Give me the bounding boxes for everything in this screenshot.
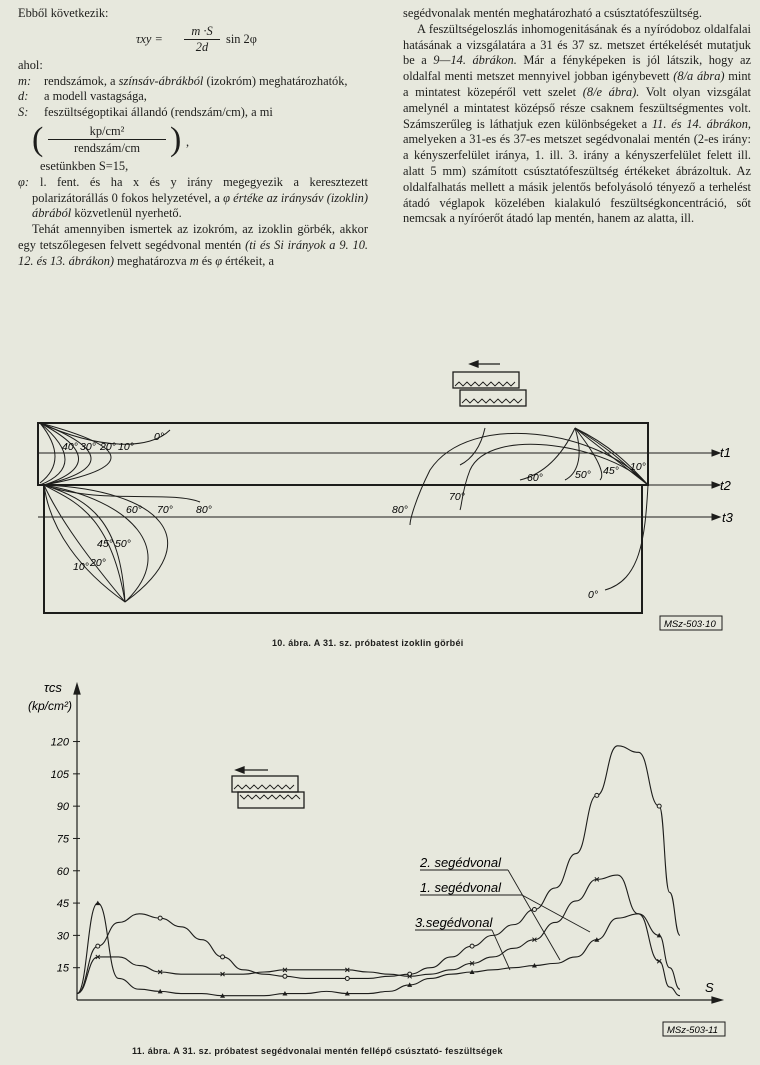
definition-s [18, 105, 368, 121]
shear-formula [18, 24, 368, 58]
y-tick-label: 105 [50, 768, 69, 781]
fig10-stamp: MSz-503·10 [664, 619, 716, 630]
fig11-series-label-2: 2. segédvonal [420, 855, 501, 870]
angle-label: 0° [154, 431, 165, 443]
angle-label: 70° [157, 504, 173, 516]
def-s-text: feszültségoptikai állandó (rendszám/cm), a mi [44, 105, 273, 120]
angle-label: 20° [90, 557, 106, 569]
y-tick-label: 120 [50, 736, 69, 749]
symbol-s: S: [18, 105, 29, 120]
y-tick-label: 15 [56, 962, 69, 975]
para-pre: Tehát amennyiben ismertek az izokróm, az izoklin görbék, akkor egy tetszőlegesen felvett segédvonal mentén [18, 222, 368, 252]
fig11-axes [74, 684, 722, 1003]
angle-label: 50° [115, 538, 131, 550]
fig11-y-ticks [51, 737, 80, 975]
series-line-3 [77, 903, 680, 996]
y-tick-label: 60 [56, 865, 69, 878]
right-line1: segédvonalak mentén meghatározható a csúsztatófeszültség. [403, 6, 702, 20]
right-para-b: Már a fényképeken is jól látszik, hogy az oldalfal menti metszet mennyivel jobban igénybevett [403, 53, 751, 84]
figure-11-shear-chart [0, 670, 760, 1045]
fig11-series-label-1: 1. segédvonal [420, 880, 501, 895]
series-point [595, 793, 599, 797]
left-text-column [18, 6, 368, 270]
formula-lhs: τxy = [136, 31, 163, 46]
right-paragraph [403, 22, 751, 227]
series-point [657, 804, 661, 808]
fig11-load-indicator [232, 767, 304, 808]
def-phi-italic: φ értéke az iránysáv (izoklin) ábrából [32, 190, 368, 221]
paren-close: ) [170, 120, 182, 158]
series-point [470, 944, 474, 948]
left-paragraph [18, 222, 368, 269]
fig11-series-label-3: 3.segédvonal [415, 915, 493, 930]
intro-text: Ebből következik: [18, 6, 109, 20]
def-m-post: (izokróm) meghatározhatók, [203, 73, 348, 88]
para-post: értékeit, a [222, 253, 274, 268]
fig11-yunit: (kp/cm²) [28, 699, 72, 713]
angle-label: 60° [527, 472, 543, 484]
fig11-series-group [77, 746, 680, 998]
formula-rhs: sin 2φ [226, 31, 257, 46]
series-line-1 [77, 746, 680, 994]
def-d-text: a modell vastagsága, [44, 89, 147, 104]
fig10-caption: 10. ábra. A 31. sz. próbatest izoklin görbéi [272, 638, 464, 648]
unit-fraction [26, 121, 368, 159]
paren-open: ( [32, 120, 44, 158]
angle-label: 10° [73, 561, 89, 573]
fig10-t1-label: t1 [720, 445, 731, 460]
angle-label: 0° [588, 589, 599, 601]
angle-label: 30° [80, 441, 96, 453]
series-point [221, 955, 225, 959]
para-mid: meghatározva [114, 253, 190, 268]
y-tick-label: 75 [56, 833, 69, 846]
series-point [532, 908, 536, 912]
right-text-column [403, 6, 751, 227]
figure-10-isoclines [0, 350, 760, 640]
definition-d [18, 89, 368, 105]
definition-phi [18, 175, 368, 222]
series-point [283, 974, 287, 978]
fig10-t3-label: t3 [722, 510, 733, 525]
angle-label: 80° [196, 504, 212, 516]
def-phi-text1: l. fent. és ha x és y irány megegyezik a keresztezett polarizátorállás 0 fokos helyzetével, a [32, 174, 368, 205]
angle-label: 80° [392, 504, 408, 516]
definition-m [18, 74, 368, 90]
def-phi-text2: közvetlenül nyerhető. [71, 206, 182, 221]
fig10-load-indicator [453, 361, 526, 406]
series-point [345, 976, 349, 980]
series-point [158, 916, 162, 920]
fig11-xlabel: S [705, 980, 714, 995]
symbol-m: m: [18, 73, 32, 88]
right-para-c: mint a mintatest közepéről vett szelet [403, 69, 751, 99]
fig11-caption: 11. ábra. A 31. sz. próbatest segédvonalai mentén fellépő csúsztató- feszültségek [132, 1046, 503, 1056]
unit-denominator: rendszám/cm [73, 140, 141, 155]
ahol-label: ahol: [18, 57, 43, 72]
angle-label: 10° [630, 461, 646, 473]
formula-fraction [184, 24, 220, 55]
right-para-e: amelyeken a 31-es és 37-es metszet segédvonalai mentén (2-es irány: a kényszerfelület iránya, 1. ill. 3. irány a kényszerfelület felett ill. alatt 5 mm) számított csúsztatófeszültség értékeket ábrázoltuk. Az oldalfalhatás mellett a másik jelentős befolyásoló tényező a terhelést átadó véglapok közelében kialakuló feszültségkoncentráció, sőt nemcsak a nyíróerőt átadó lap mentén, hanem az alatta, ill. [403, 132, 751, 226]
series-point [95, 901, 100, 906]
angle-label: 50° [575, 469, 591, 481]
def-m-italic: színsáv-ábrákból [118, 73, 204, 88]
fig11-stamp: MSz-503-11 [667, 1025, 719, 1036]
angle-label: 20° [100, 441, 116, 453]
right-para-d-italic: 11. és 14. ábrákon, [651, 116, 751, 131]
para-italic-3: φ [215, 253, 223, 268]
angle-label: 45° [603, 465, 619, 477]
angle-label: 45° [97, 538, 113, 550]
unit-frac [48, 123, 166, 156]
fig11-ylabel: τcs [44, 680, 62, 695]
def-m-pre: rendszámok, a [44, 73, 119, 88]
right-para-a: A feszültségeloszlás inhomogenitásának és a nyíródoboz oldalfalai hatásának a vizsgálatára a 31 és 37 sz. metszet értékelését mutatjuk be a [403, 21, 751, 68]
right-para-c-italic: (8/e ábra). [582, 84, 640, 99]
right-para-d: Volt olyan vizsgálat amelynél a mintatest középső része csaknem feszültségmentes volt. Számszerűleg is láthatjuk ezen különbségeket a [403, 84, 752, 131]
unit-tail: , [186, 134, 190, 149]
series-point [96, 944, 100, 948]
para-and: és [198, 253, 216, 268]
y-tick-label: 90 [56, 801, 69, 814]
right-para-b-italic: (8/a ábra) [673, 69, 725, 84]
y-tick-label: 30 [56, 930, 69, 943]
para-italic-2: m [189, 253, 199, 268]
symbol-d: d: [18, 89, 29, 104]
formula-numerator: m ·S [184, 24, 220, 40]
y-tick-label: 45 [56, 898, 69, 911]
fig10-t2-label: t2 [720, 478, 731, 493]
symbol-phi: φ: [18, 174, 29, 189]
formula-denominator: 2d [195, 39, 209, 54]
unit-numerator: kp/cm² [48, 123, 166, 140]
para-italic-1: (ti és Si irányok a 9. 10. 12. és 13. ábrákon) [18, 237, 368, 268]
angle-label: 10° [118, 441, 134, 453]
def-s-case: esetünkben S=15, [40, 158, 129, 173]
angle-label: 40° [62, 441, 78, 453]
angle-label: 70° [449, 491, 465, 503]
angle-label: 60° [126, 504, 142, 516]
right-para-a-italic: 9—14. ábrákon. [433, 53, 517, 68]
